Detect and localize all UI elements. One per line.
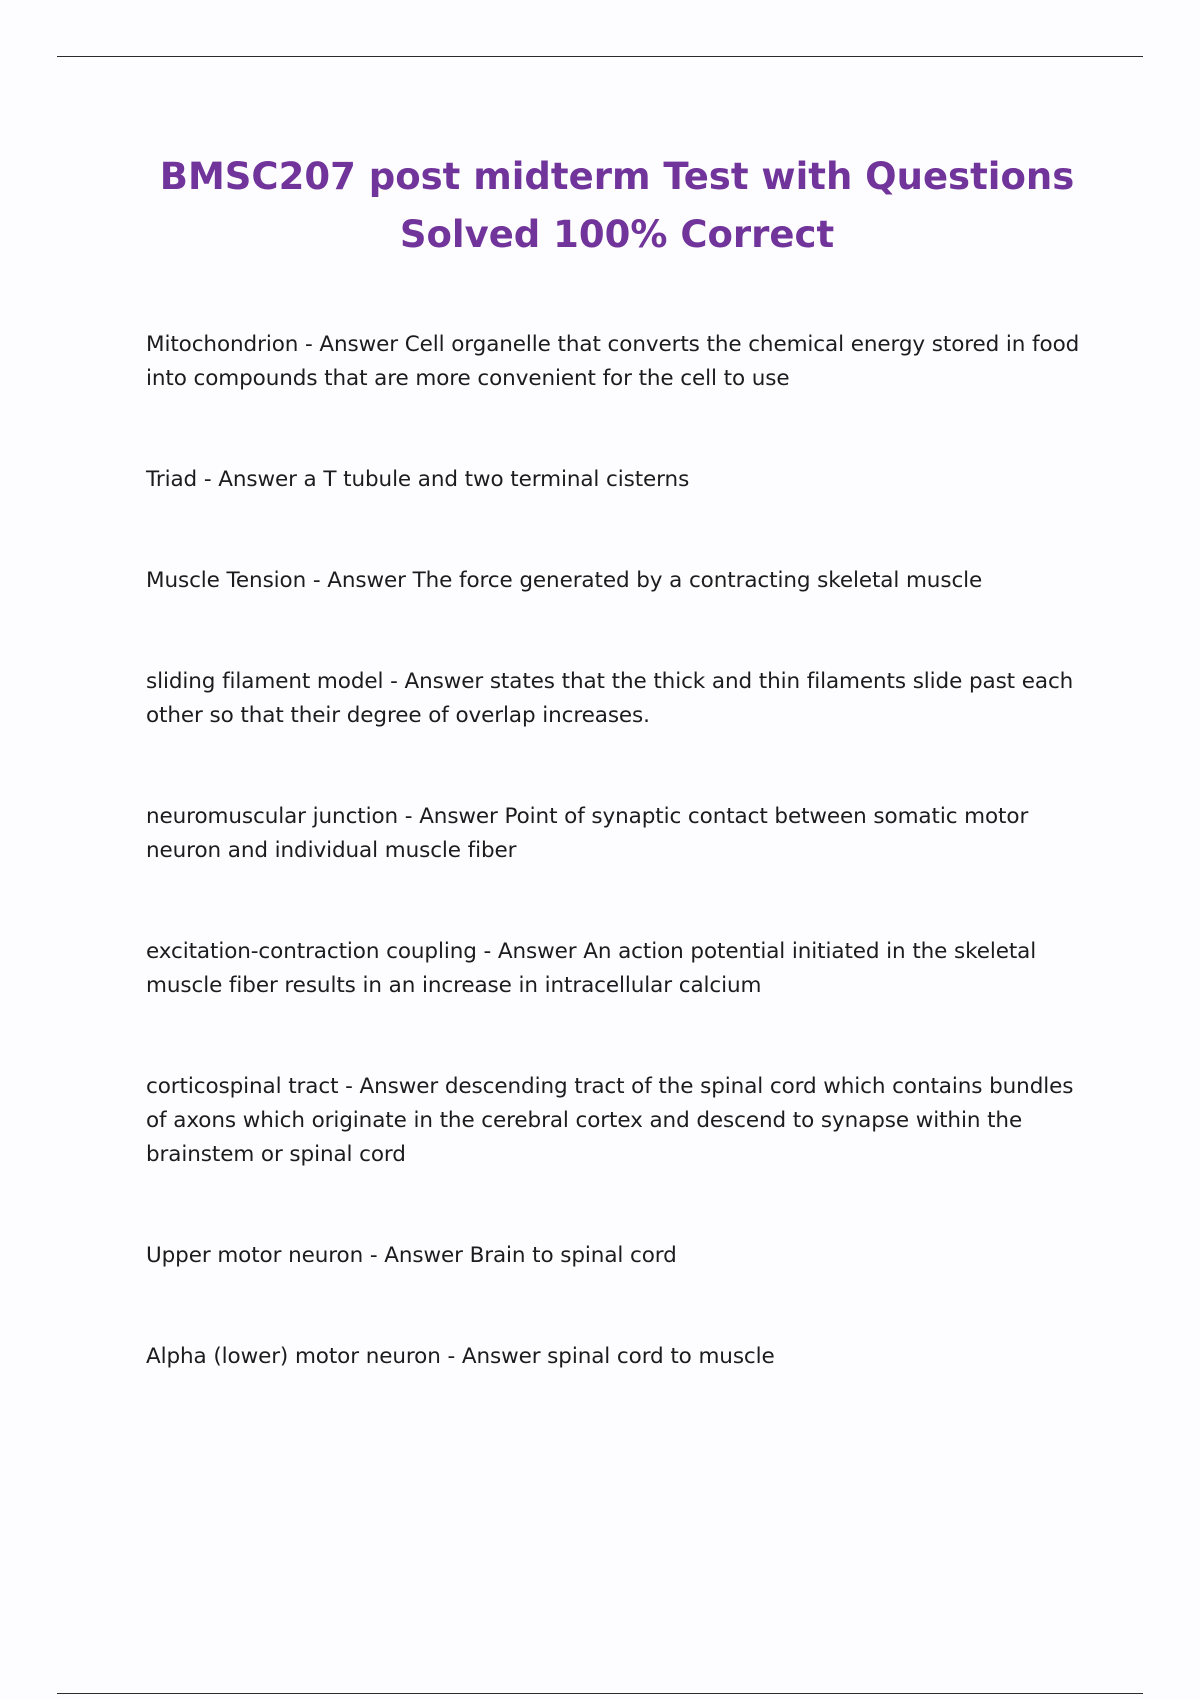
qa-entry-muscle-tension: Muscle Tension - Answer The force generated by a contracting skeletal muscle <box>146 568 983 593</box>
qa-entry-alpha-lower-motor-neuron: Alpha (lower) motor neuron - Answer spinal cord to muscle <box>146 1344 775 1369</box>
qa-entry-excitation-contraction-coupling: excitation-contraction coupling - Answer An action potential initiated in the skeletal muscle fiber results in an increase in intracellular calcium <box>146 939 1037 998</box>
qa-entry-triad: Triad - Answer a T tubule and two terminal cisterns <box>146 467 690 492</box>
qa-entry-mitochondrion: Mitochondrion - Answer Cell organelle that converts the chemical energy stored in food into compounds that are more convenient for the cell to use <box>146 332 1080 391</box>
document-title: BMSC207 post midterm Test with Questions Solved 100% Correct <box>159 155 1075 256</box>
qa-list <box>146 328 1086 1441</box>
qa-entry-sliding-filament-model: sliding filament model - Answer states that the thick and thin filaments slide past each other so that their degree of overlap increases. <box>146 669 1074 728</box>
qa-entry-upper-motor-neuron: Upper motor neuron - Answer Brain to spinal cord <box>146 1243 677 1268</box>
qa-entry-corticospinal-tract: corticospinal tract - Answer descending tract of the spinal cord which contains bundles of axons which originate in the cerebral cortex and descend to synapse within the brainstem or spinal cord <box>146 1074 1074 1167</box>
qa-entry-neuromuscular-junction: neuromuscular junction - Answer Point of synaptic contact between somatic motor neuron and individual muscle fiber <box>146 804 1029 863</box>
bottom-rule <box>57 1693 1143 1694</box>
top-rule <box>57 56 1143 57</box>
